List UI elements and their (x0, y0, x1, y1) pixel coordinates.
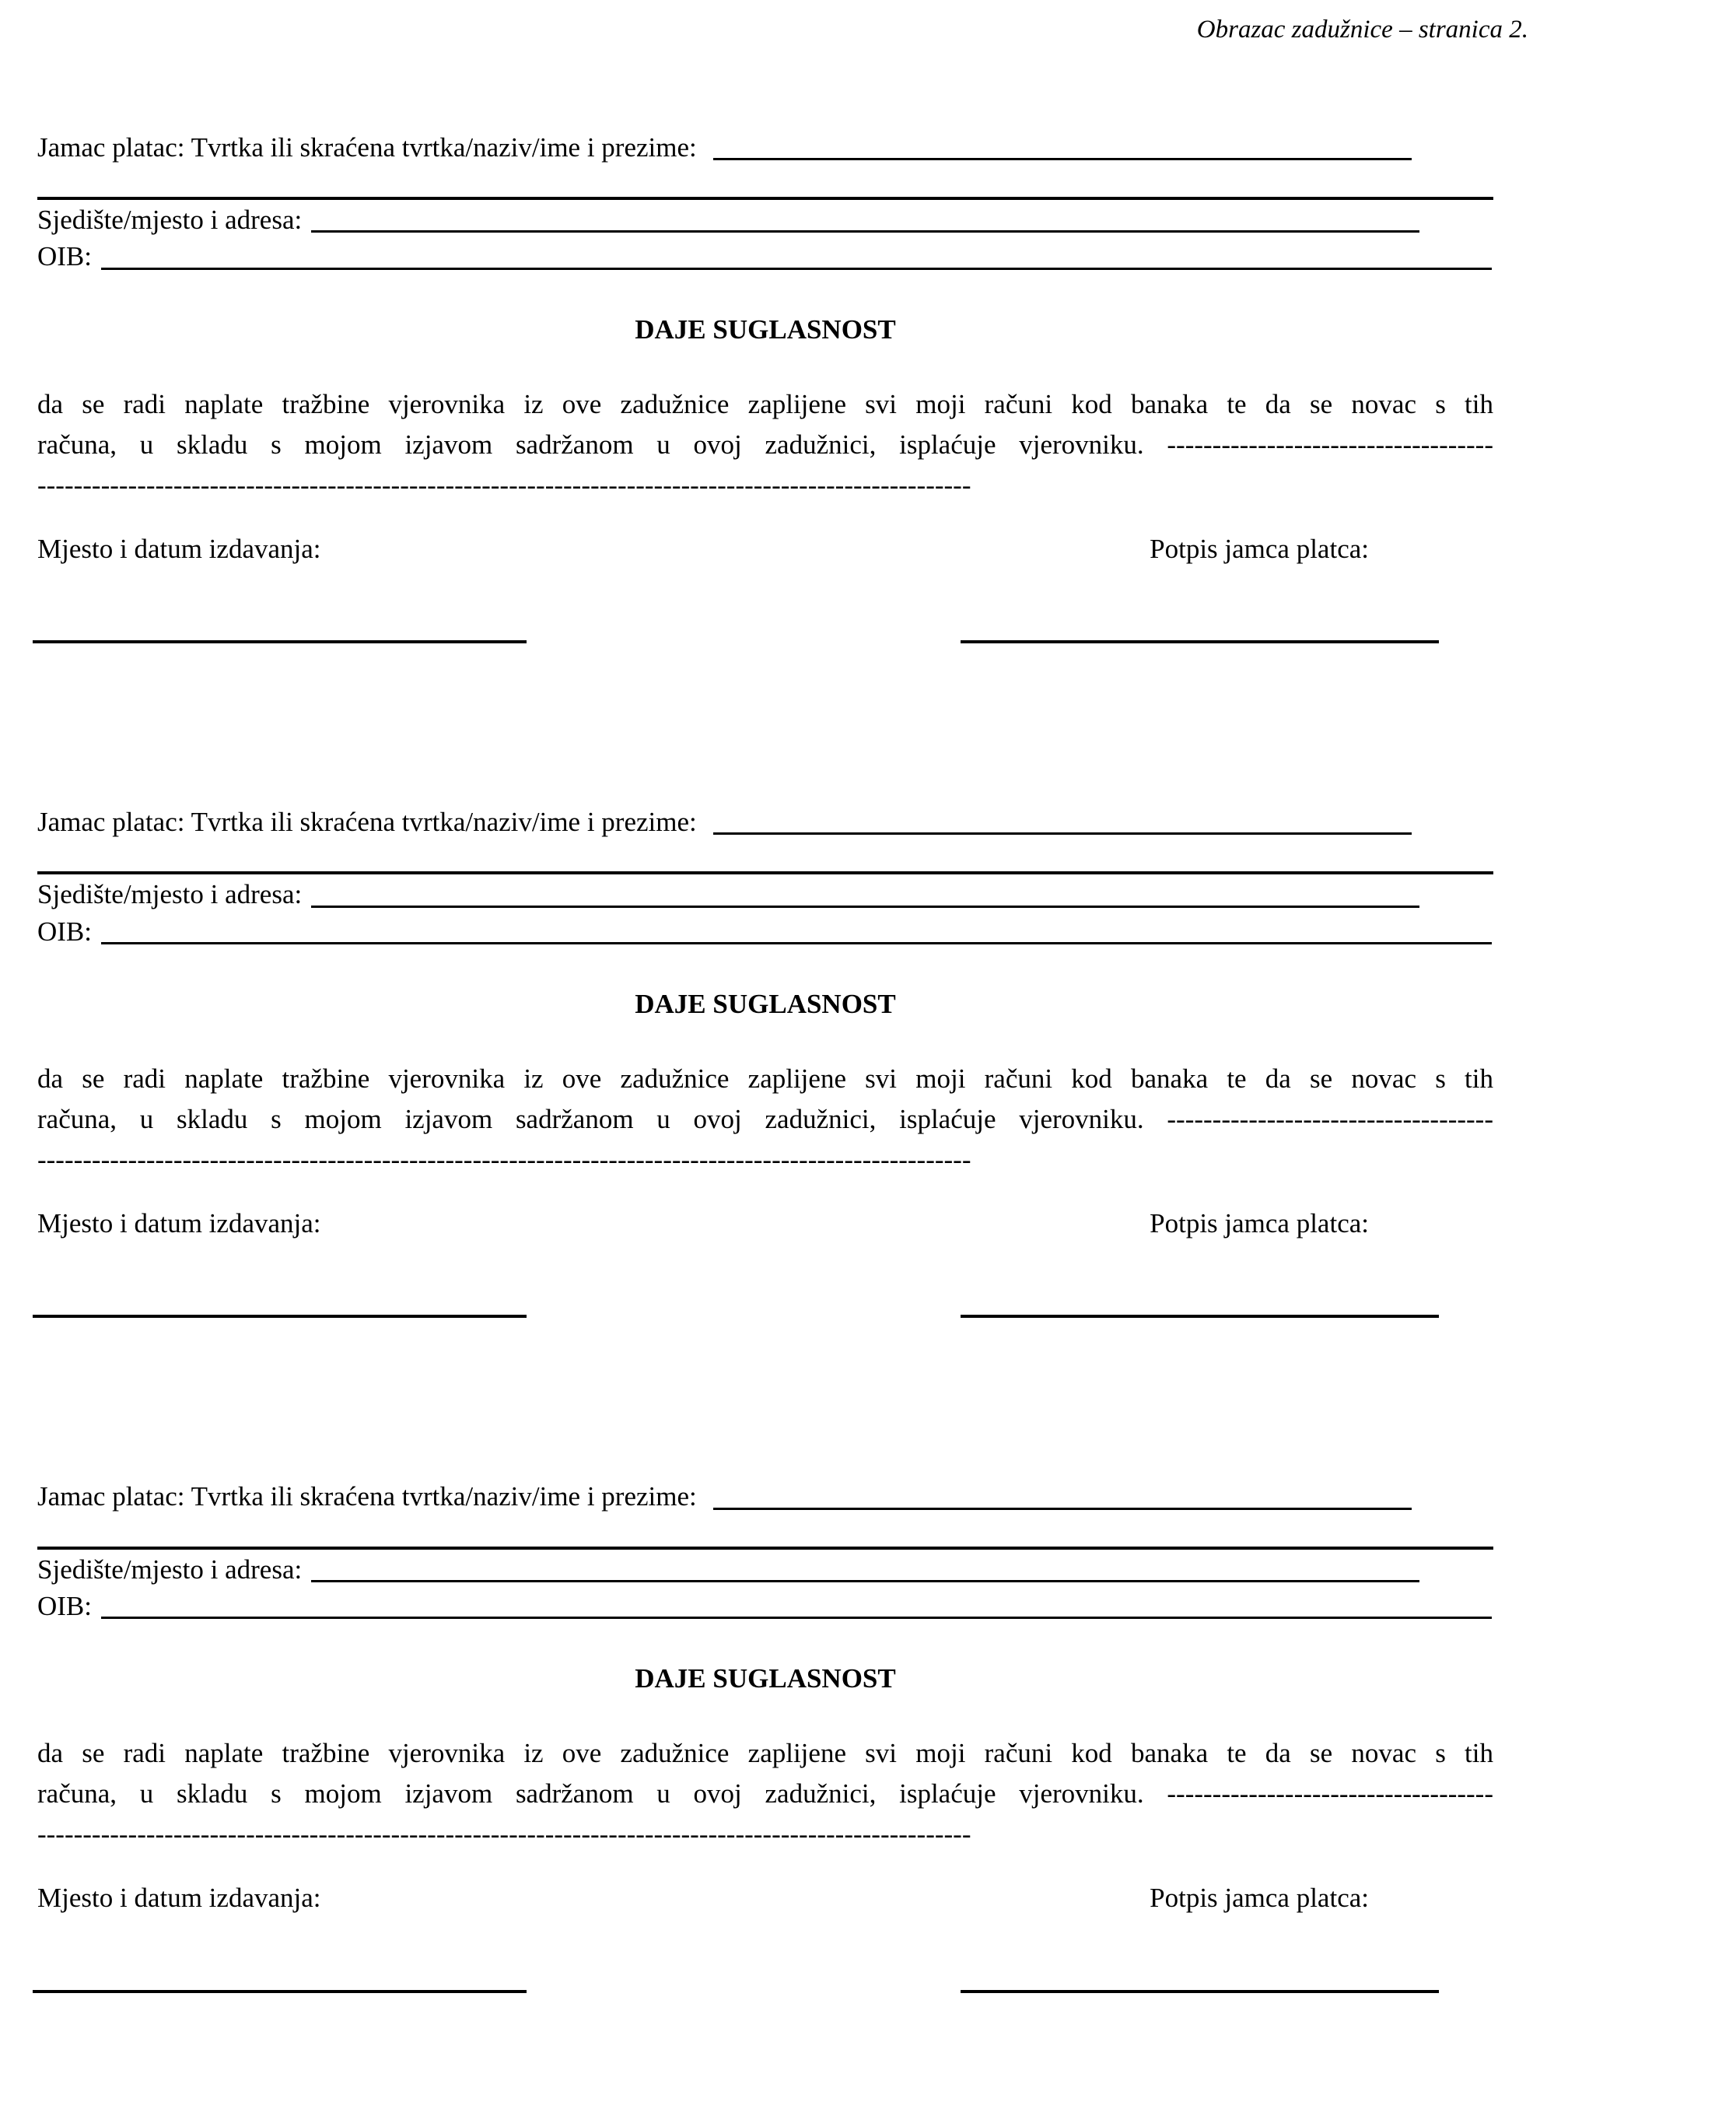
signature-label: Potpis jamca platca: (1150, 1883, 1369, 1914)
consent-heading: DAJE SUGLASNOST (635, 988, 896, 1019)
guarantor-name-field[interactable] (713, 1481, 1412, 1509)
signature-field[interactable] (961, 640, 1439, 643)
consent-block-3 (37, 1481, 1493, 1992)
address-label: Sjedište/mjesto i adresa: (37, 205, 303, 236)
oib-label: OIB: (37, 916, 92, 947)
signature-field[interactable] (961, 1315, 1439, 1318)
consent-paragraph-line-2: računa, u skladu s mojom izjavom sadržanom u ovoj zadužnici, isplaćuje vjerovniku. ------------------------------------ (37, 1104, 1493, 1135)
consent-heading: DAJE SUGLASNOST (635, 1663, 896, 1694)
signature-label: Potpis jamca platca: (1150, 533, 1369, 564)
place-date-field[interactable] (33, 1315, 527, 1318)
guarantor-row (37, 807, 1493, 838)
guarantor-label: Jamac platac: Tvrtka ili skraćena tvrtka/naziv/ime i prezime: (37, 807, 704, 838)
consent-paragraph-line-2: računa, u skladu s mojom izjavom sadržanom u ovoj zadužnici, isplaćuje vjerovniku. ------------------------------------ (37, 1778, 1493, 1809)
consent-paragraph-line-1: da se radi naplate tražbine vjerovnika iz ove zadužnice zaplijene svi moji računi kod banaka te da se novac s tih (37, 1063, 1493, 1095)
consent-paragraph (37, 1059, 1493, 1180)
oib-field[interactable] (101, 241, 1492, 269)
oib-row (37, 916, 1493, 948)
guarantor-name-field-continuation[interactable] (37, 871, 1493, 874)
oib-field[interactable] (101, 1591, 1492, 1619)
oib-label: OIB: (37, 241, 92, 272)
consent-paragraph-line-1: da se radi naplate tražbine vjerovnika iz ove zadužnice zaplijene svi moji računi kod banaka te da se novac s tih (37, 1738, 1493, 1769)
consent-heading: DAJE SUGLASNOST (635, 314, 896, 345)
consent-paragraph (37, 384, 1493, 506)
consent-paragraph-line-3: ------------------------------------------------------------------------------------------------------- (37, 1144, 971, 1175)
signature-field[interactable] (961, 1990, 1439, 1993)
place-date-field[interactable] (33, 1990, 527, 1993)
consent-paragraph (37, 1733, 1493, 1855)
address-label: Sjedište/mjesto i adresa: (37, 879, 303, 910)
address-row (37, 1554, 1493, 1585)
address-label: Sjedište/mjesto i adresa: (37, 1554, 303, 1585)
place-date-label: Mjesto i datum izdavanja: (37, 1208, 321, 1239)
oib-field[interactable] (101, 916, 1492, 944)
guarantor-name-field[interactable] (713, 132, 1412, 160)
consent-paragraph-line-3: ------------------------------------------------------------------------------------------------------- (37, 1819, 971, 1850)
guarantor-label: Jamac platac: Tvrtka ili skraćena tvrtka/naziv/ime i prezime: (37, 1481, 704, 1512)
consent-paragraph-line-1: da se radi naplate tražbine vjerovnika iz ove zadužnice zaplijene svi moji računi kod banaka te da se novac s tih (37, 388, 1493, 419)
consent-paragraph-line-2: računa, u skladu s mojom izjavom sadržanom u ovoj zadužnici, isplaćuje vjerovniku. ------------------------------------ (37, 429, 1493, 460)
place-date-field[interactable] (33, 640, 527, 643)
oib-row (37, 241, 1493, 272)
address-field[interactable] (311, 1554, 1419, 1582)
oib-row (37, 1591, 1493, 1622)
signature-lines-row (37, 1315, 1493, 1318)
page-header-note: Obrazac zadužnice – stranica 2. (1196, 16, 1528, 44)
guarantor-label: Jamac platac: Tvrtka ili skraćena tvrtka/naziv/ime i prezime: (37, 131, 704, 163)
consent-block-1 (37, 132, 1493, 643)
address-row (37, 879, 1493, 910)
place-date-label: Mjesto i datum izdavanja: (37, 533, 321, 564)
guarantor-row (37, 1481, 1493, 1512)
guarantor-row (37, 132, 1493, 163)
guarantor-name-field[interactable] (713, 807, 1412, 835)
signature-labels-row (37, 1883, 1493, 1914)
address-field[interactable] (311, 879, 1419, 907)
consent-paragraph-line-3: ------------------------------------------------------------------------------------------------------- (37, 469, 971, 500)
address-row (37, 205, 1493, 236)
address-field[interactable] (311, 205, 1419, 233)
signature-labels-row (37, 534, 1493, 565)
guarantor-name-field-continuation[interactable] (37, 197, 1493, 200)
signature-label: Potpis jamca platca: (1150, 1208, 1369, 1239)
signature-labels-row (37, 1208, 1493, 1239)
signature-lines-row (37, 1990, 1493, 1993)
place-date-label: Mjesto i datum izdavanja: (37, 1883, 321, 1914)
guarantor-name-field-continuation[interactable] (37, 1547, 1493, 1550)
signature-lines-row (37, 640, 1493, 643)
consent-block-2 (37, 807, 1493, 1318)
oib-label: OIB: (37, 1590, 92, 1621)
